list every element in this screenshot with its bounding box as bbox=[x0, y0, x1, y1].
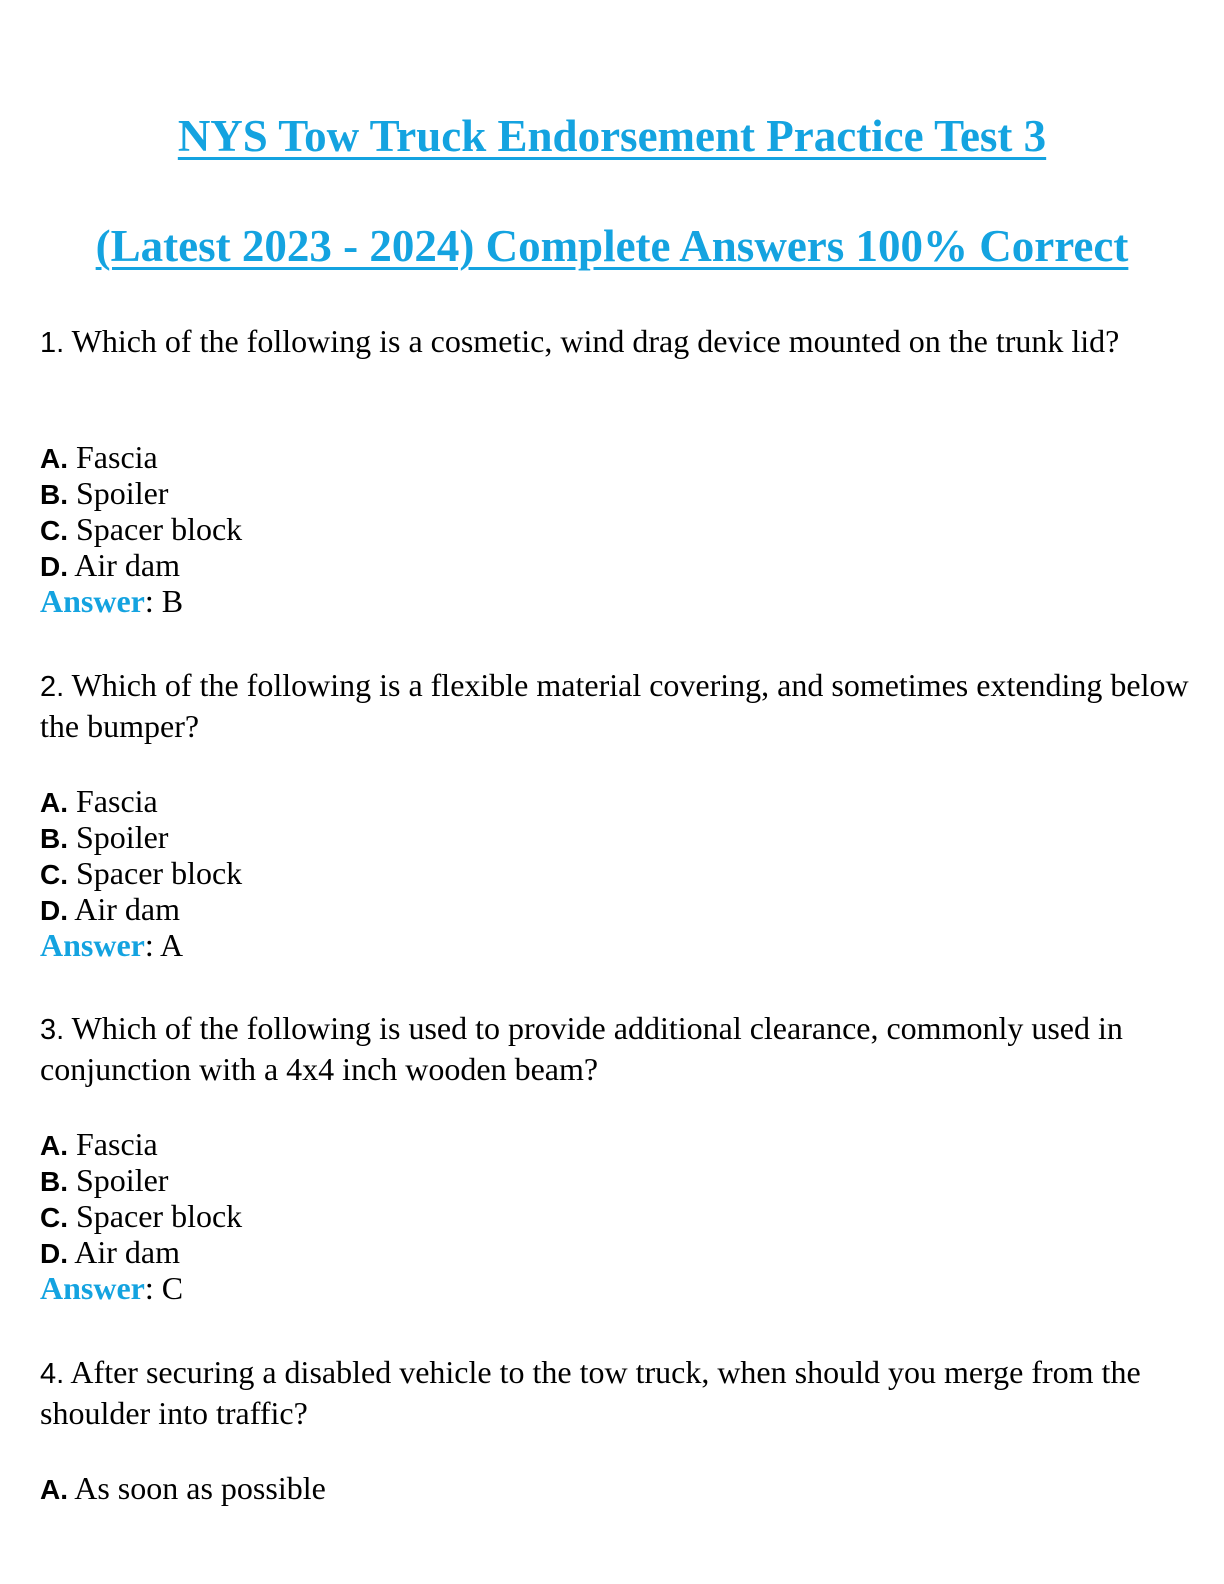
option-a bbox=[40, 1127, 1190, 1163]
question-text: After securing a disabled vehicle to the tow truck, when should you merge from the shoulder into traffic? bbox=[40, 1354, 1141, 1431]
option-text: Fascia bbox=[76, 783, 158, 819]
question-number: 3. bbox=[40, 1014, 65, 1046]
option-text: Spoiler bbox=[76, 819, 169, 855]
answer-line bbox=[40, 584, 1190, 619]
question-number: 4. bbox=[40, 1358, 65, 1390]
option-text: As soon as possible bbox=[74, 1470, 326, 1506]
question-text: Which of the following is a cosmetic, wind drag device mounted on the trunk lid? bbox=[71, 323, 1120, 359]
document-subtitle: (Latest 2023 - 2024) Complete Answers 100% Correct bbox=[95, 221, 1129, 271]
answer-value: : C bbox=[144, 1270, 184, 1306]
option-text: Spacer block bbox=[76, 511, 243, 547]
option-letter: C. bbox=[40, 859, 68, 890]
option-c bbox=[40, 512, 1190, 548]
option-text: Spacer block bbox=[76, 855, 243, 891]
answer-line bbox=[40, 1271, 1190, 1306]
answer-label: Answer bbox=[40, 1270, 145, 1306]
option-letter: A. bbox=[40, 443, 68, 474]
option-d bbox=[40, 892, 1190, 928]
answer-value: : B bbox=[144, 583, 184, 619]
question-number: 2. bbox=[40, 671, 65, 703]
options-list-4 bbox=[40, 1471, 1190, 1507]
option-letter: A. bbox=[40, 1474, 68, 1505]
option-d bbox=[40, 548, 1190, 584]
answer-value: : A bbox=[144, 927, 184, 963]
option-letter: B. bbox=[40, 1166, 68, 1197]
document-title: NYS Tow Truck Endorsement Practice Test 3 bbox=[177, 111, 1047, 161]
option-letter: A. bbox=[40, 1130, 68, 1161]
option-letter: C. bbox=[40, 1202, 68, 1233]
option-letter: D. bbox=[40, 551, 68, 582]
option-text: Air dam bbox=[74, 891, 180, 927]
question-text: Which of the following is a flexible material covering, and sometimes extending below the bumper? bbox=[40, 667, 1189, 744]
answer-label: Answer bbox=[40, 583, 145, 619]
option-c bbox=[40, 1199, 1190, 1235]
option-text: Air dam bbox=[74, 547, 180, 583]
option-text: Air dam bbox=[74, 1234, 180, 1270]
option-text: Spoiler bbox=[76, 1162, 169, 1198]
question-1 bbox=[40, 322, 1190, 363]
option-c bbox=[40, 856, 1190, 892]
option-text: Fascia bbox=[76, 439, 158, 475]
answer-label: Answer bbox=[40, 927, 145, 963]
option-a bbox=[40, 440, 1190, 476]
option-letter: A. bbox=[40, 787, 68, 818]
question-number: 1. bbox=[40, 327, 65, 359]
option-letter: D. bbox=[40, 895, 68, 926]
question-text: Which of the following is used to provide additional clearance, commonly used in conjunction with a 4x4 inch wooden beam? bbox=[40, 1010, 1123, 1087]
answer-line bbox=[40, 928, 1190, 963]
option-letter: B. bbox=[40, 479, 68, 510]
option-b bbox=[40, 820, 1190, 856]
option-text: Spoiler bbox=[76, 475, 169, 511]
option-d bbox=[40, 1235, 1190, 1271]
option-b bbox=[40, 476, 1190, 512]
option-letter: D. bbox=[40, 1238, 68, 1269]
option-a bbox=[40, 784, 1190, 820]
option-letter: C. bbox=[40, 515, 68, 546]
option-b bbox=[40, 1163, 1190, 1199]
option-letter: B. bbox=[40, 823, 68, 854]
option-a bbox=[40, 1471, 1190, 1507]
question-3 bbox=[40, 1009, 1190, 1089]
question-2 bbox=[40, 666, 1190, 746]
options-list-1 bbox=[40, 440, 1190, 619]
options-list-2 bbox=[40, 784, 1190, 963]
option-text: Fascia bbox=[76, 1126, 158, 1162]
option-text: Spacer block bbox=[76, 1198, 243, 1234]
question-4 bbox=[40, 1353, 1190, 1433]
options-list-3 bbox=[40, 1127, 1190, 1306]
